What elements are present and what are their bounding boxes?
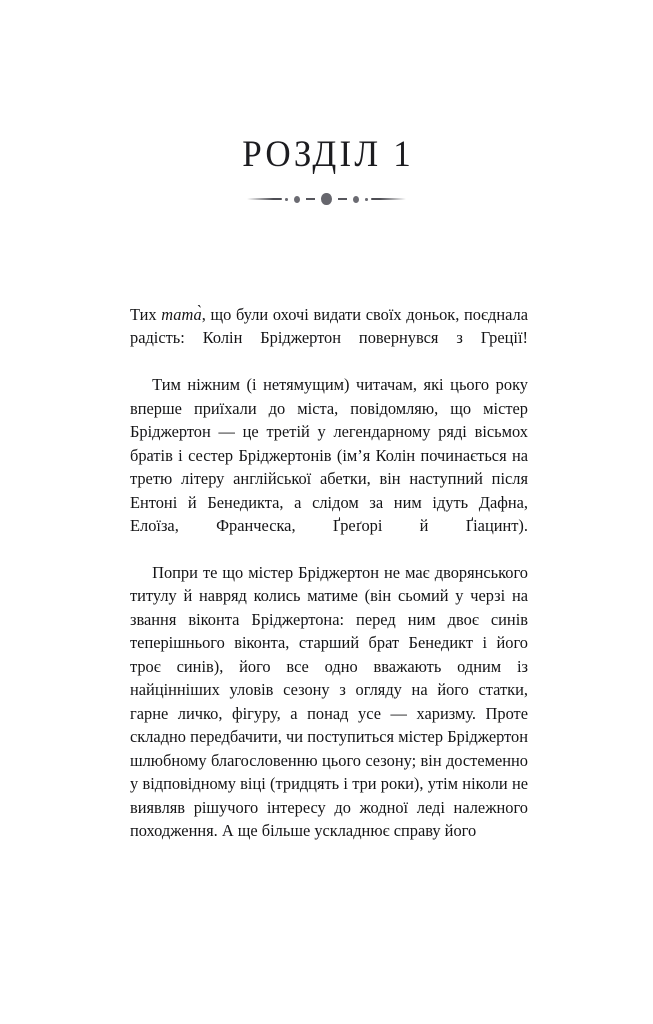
ornament-dot-small-right: [353, 196, 359, 203]
ornament-dot-tiny-right: [365, 198, 368, 201]
paragraph-1-run-1: Тих: [130, 305, 162, 324]
paragraph-2: Тим ніжним (і нетямущим) читачам, які цього року вперше приїхали до міста, повідомляю, що містер Бріджертон — це третій у легендарному ряді вісьмох братів і сестер Бріджертонів (ім’я Колін починається на третю літеру англійської абетки, він наступний після Ентоні й Бенедикта, а слідом за ним ідуть Дафна, Елоїза, Франческа, Ґреґорі й Ґіацинт).: [130, 375, 528, 536]
paragraph-3: Попри те що містер Бріджертон не має дворянського титулу й навряд колись матиме (він сьомий у черзі на звання віконта Бріджертона: перед ним двоє синів теперішнього віконта, старший брат Бенедикт і його троє синів), його все одно вважають одним із найцінніших уловів сезону з огляду на його статки, гарне личко, фігуру, а понад усе — харизму. Проте складно передбачити, чи поступиться містер Бріджертон шлюбному благословенню цього сезону; він достеменно у відповідному віці (тридцять і три роки), утім ніколи не виявляв рішучого інтересу до жодної леді належного походження. А ще більше ускладнює справу його: [130, 562, 528, 840]
ornament-dot-small-left: [294, 196, 300, 203]
ornament-rule-right: [371, 198, 407, 200]
ornament-rule-left: [247, 198, 283, 200]
ornament-dash-right: [338, 198, 347, 200]
paragraph-1-italic-word: тата̀: [161, 305, 202, 324]
chapter-header: [0, 133, 653, 207]
paragraph-1: [130, 303, 528, 373]
chapter-body: [130, 303, 528, 842]
ornament-dot-tiny-left: [285, 198, 288, 201]
ornament-dot-center: [321, 193, 331, 205]
ornament-dash-left: [306, 198, 315, 200]
chapter-title: РОЗДІЛ 1: [242, 133, 414, 175]
dot-rule-ornament: [247, 191, 407, 207]
paragraph-1-run-3: , що були охочі видати своїх доньок, поєднала радість: Колін Бріджертон повернувся з Греції!: [130, 305, 529, 348]
